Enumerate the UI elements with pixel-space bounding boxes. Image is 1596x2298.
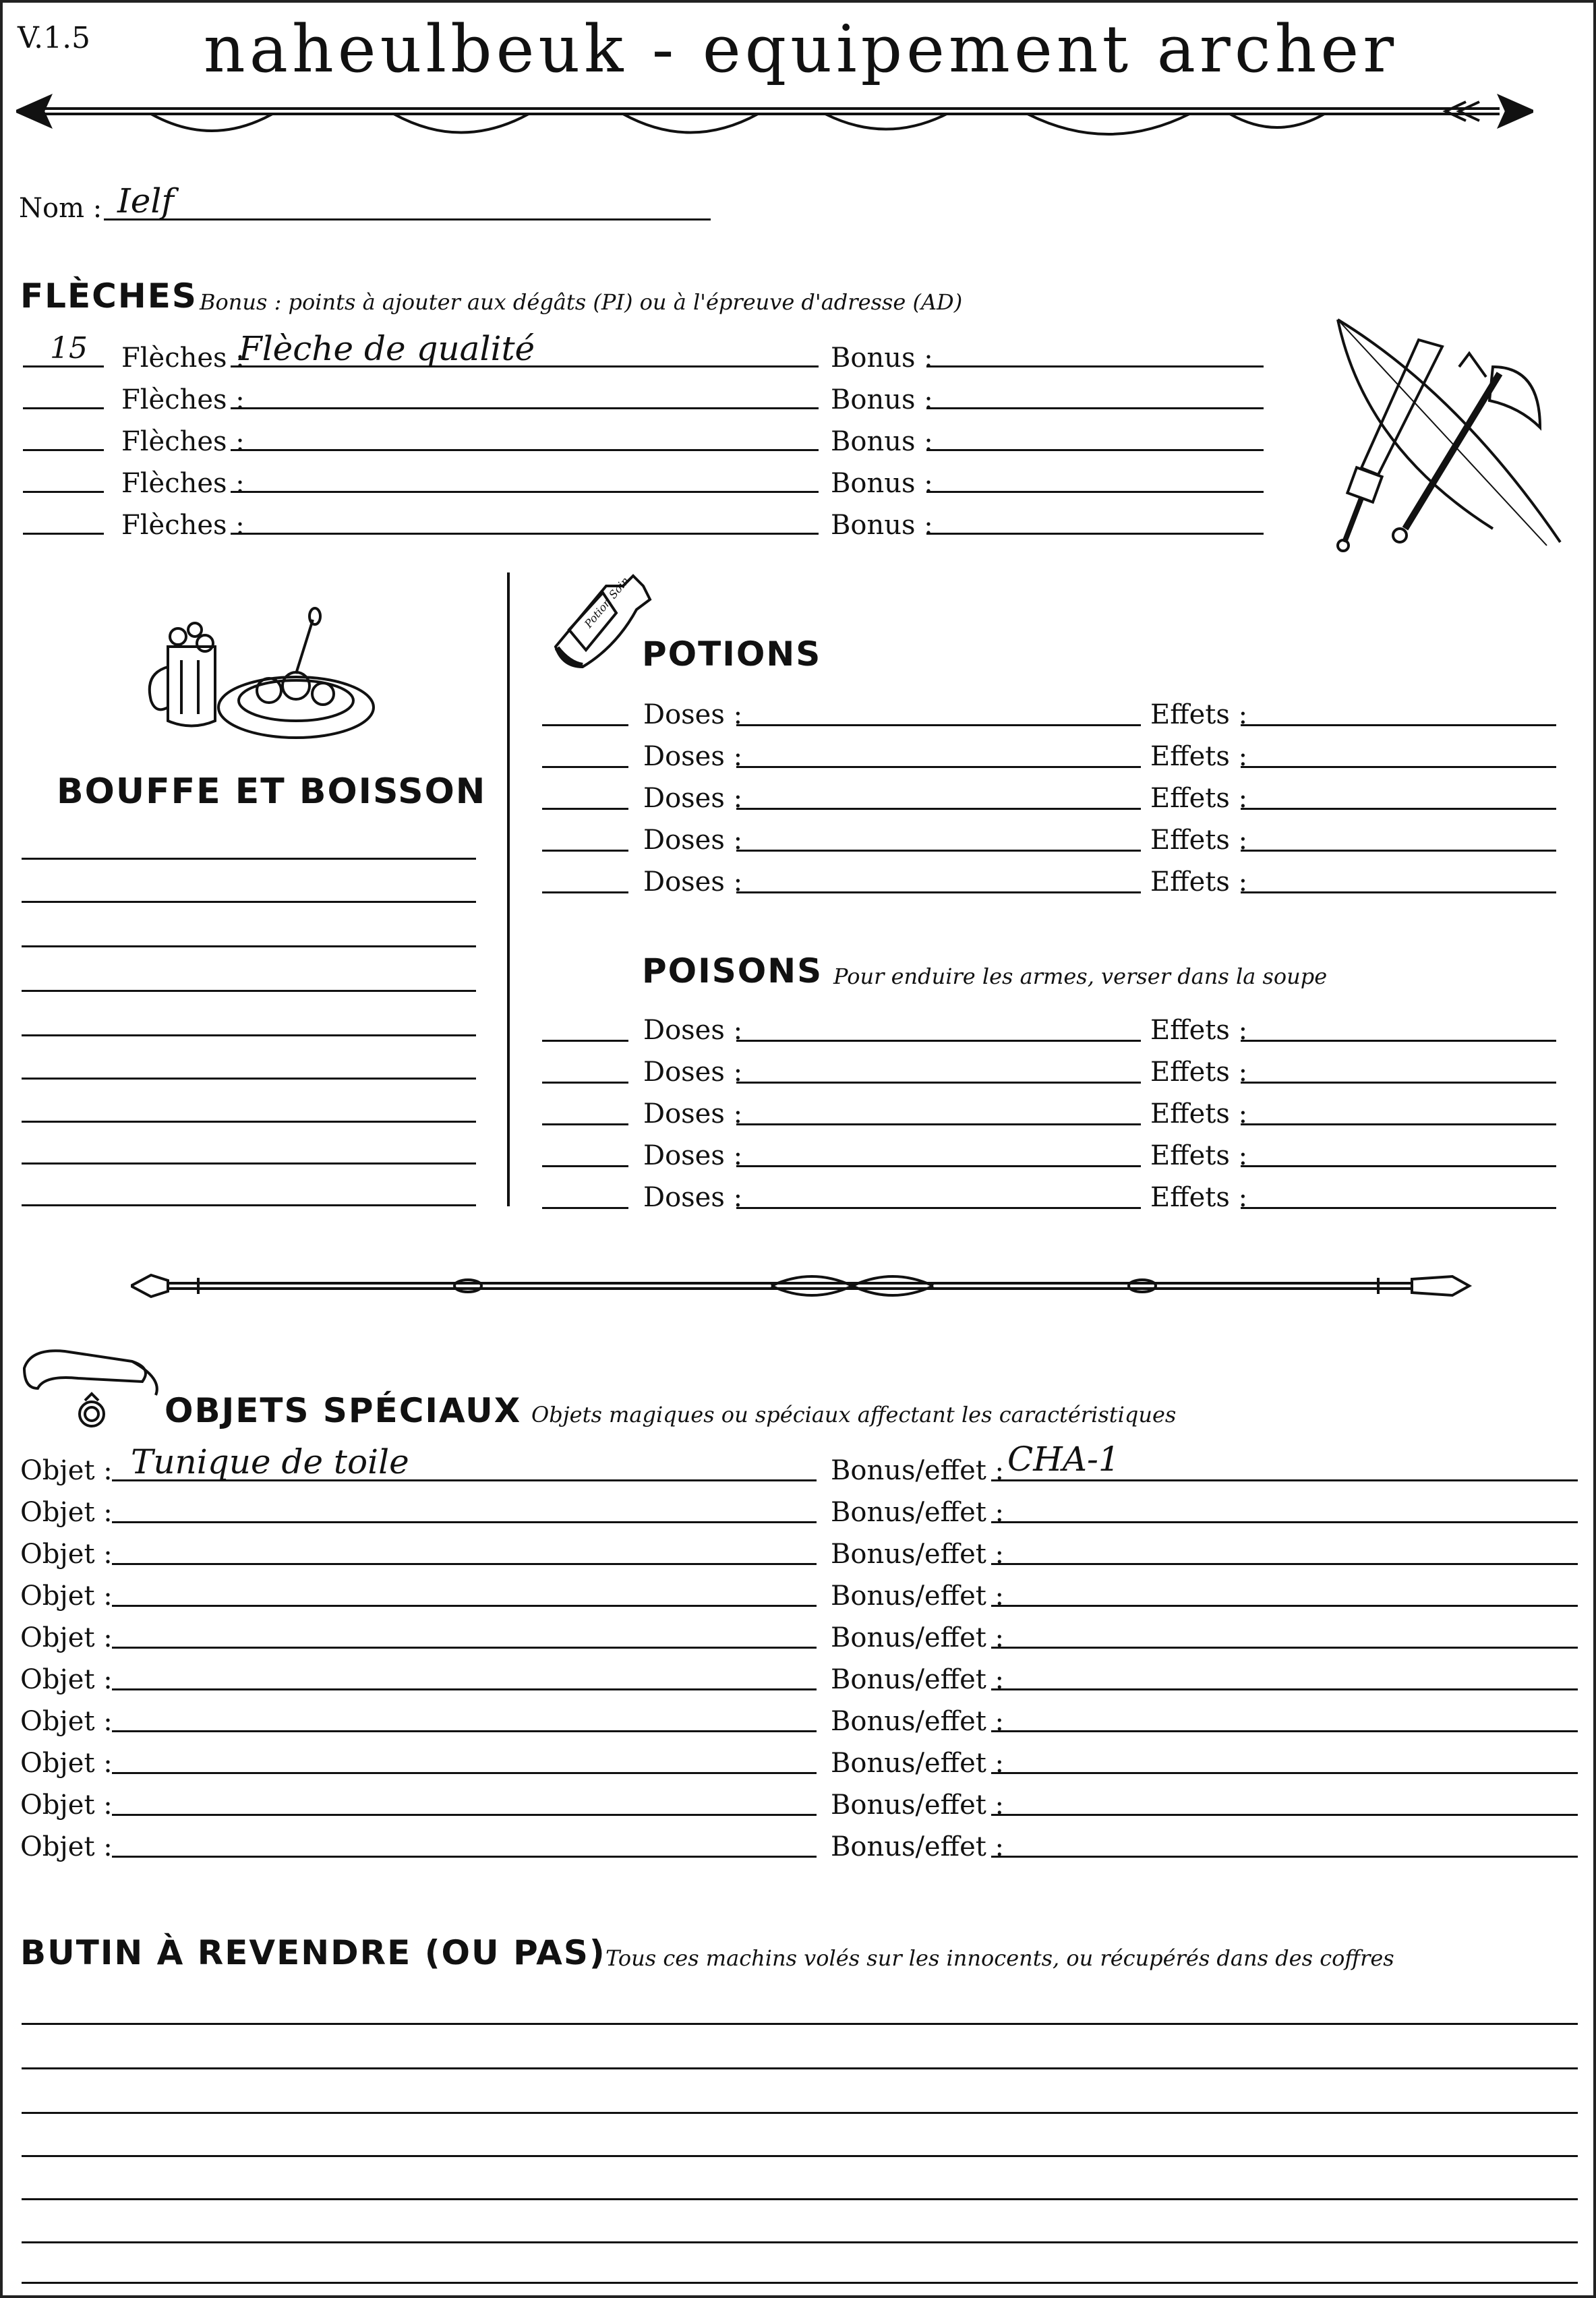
name-label: Nom : [19,193,102,224]
version-label: V.1.5 [18,21,91,55]
food-and-drink-icon [141,606,377,741]
arrows-heading: FLÈCHES [20,276,198,316]
poisons-heading: POISONS [642,951,823,991]
name-field[interactable] [104,218,711,220]
arrow-ornament-icon [16,87,1533,154]
special-items-heading: OBJETS SPÉCIAUX [165,1391,522,1430]
poisons-subtitle: Pour enduire les armes, verser dans la soupe [833,964,1328,989]
svg-text:Potion Soin: Potion Soin [581,574,632,630]
arrows-subtitle: Bonus : points à ajouter aux dégâts (PI) ou à l'épreuve d'adresse (AD) [200,289,963,315]
special-items-subtitle: Objets magiques ou spéciaux affectant les caractéristiques [531,1402,1177,1427]
staff-divider-icon [131,1260,1473,1307]
scroll-and-ring-icon [18,1341,166,1432]
potions-heading: POTIONS [642,635,822,674]
page-title: naheulbeuk - equipement archer [203,11,1398,87]
loot-heading: BUTIN À REVENDRE (OU PAS) [20,1933,606,1972]
column-divider [507,572,510,1206]
crossed-weapons-icon [1324,313,1574,556]
loot-subtitle: Tous ces machins volés sur les innocents, ou récupérés dans des coffres [605,1945,1394,1971]
name-value[interactable]: Ielf [117,181,174,220]
character-sheet: V.1.5 naheulbeuk - equipement archer Nom : Ielf FLÈCHES Bonus : points à ajouter aux dégâts (PI) ou à l'épreuve d'adresse (AD) 15 Flèches : Flèche de qualité Bonus : Flèches : Bonus : Flèches : Bonus : Flèches : Bonus : Flèches : Bonus : BOUFFE ET BOISSON Potion Soin POTIONS Doses : Effets : Doses : Effets : Doses : Effets : Doses : Effets : Doses : Effets : POISONS Pour enduire les armes, verser dans la soupe Doses : Effets : Doses : Effets : Doses : Effets : Doses : Effets : Doses : Effets : OBJETS SPÉCIAUX Objets magiques ou spéciaux affectant les caractéristiques Objet : Tunique de toile Bonus/effet : CHA-1 Objet : Bonus/effet : Objet : Bonus/effet : Objet : Bonus/effet : Objet : Bonus/effet : Objet : Bonus/effet : Objet : Bonus/effet : Objet : Bonus/effet : Objet : Bonus/effet : Objet : Bonus/effet : BUTIN À REVENDRE (OU PAS) Tous ces machins volés sur les innocents, ou récupérés dans des coffres [0,0,1596,2298]
food-heading: BOUFFE ET BOISSON [57,771,487,812]
